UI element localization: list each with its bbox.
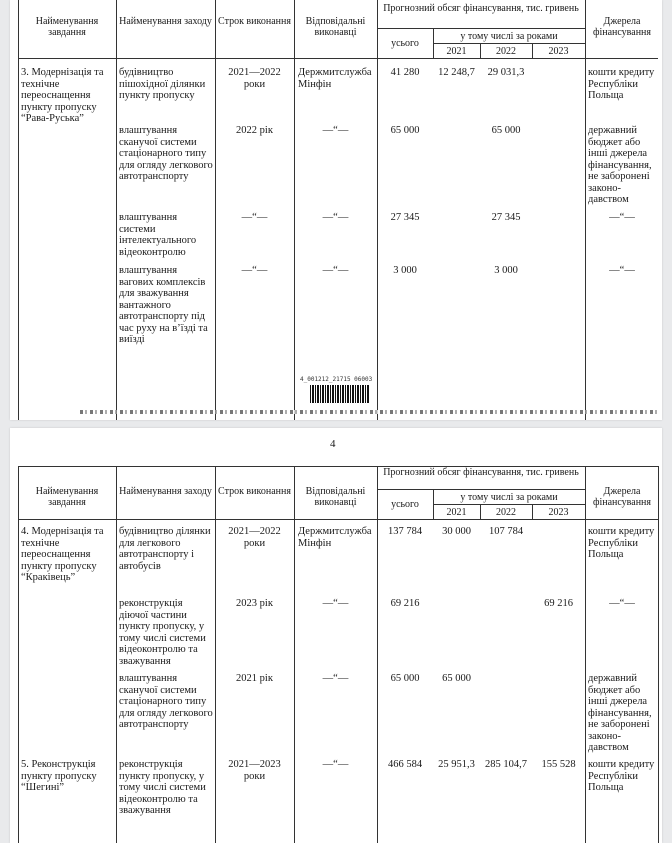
header-responsible: Відповідальні виконавці [305,16,366,38]
header-incl-years: у тому числі за роками [460,31,558,42]
header-forecast: Прогнозний обсяг фінансування, тис. гривень [383,3,579,14]
source-text: —“— [609,598,635,609]
header-total: усього [391,38,419,49]
term-text: 2021—2023 роки [228,759,281,782]
measure-text: влаштування сканучої системи стаціонарного типу для огляду легкового автотранспорту [119,125,213,182]
responsible-text: —“— [322,759,349,770]
responsible-text: Держмитслужба Мінфін [298,67,372,90]
year-2023-value: 155 528 [541,759,576,770]
measure-text: будівництво пішохідної ділянки пункту пропуску [119,67,206,101]
year-2022-value: 107 784 [488,526,524,537]
measure-text: будівництво ділянки для легкового автотранспорту і автобусів [119,526,211,572]
header-term: Строк виконання [218,486,291,497]
source-text: кошти кредиту Республіки Польща [588,67,655,101]
header-source: Джерела фінансування [592,486,652,508]
measure-text: реконструкція пункту пропуску, у тому числі системи відеоконтролю та зважування [119,759,206,816]
measure-text: влаштування вагових комплексів для зважування вантажного автотранспорту під час руху на в’їзді та виїзді [119,265,208,345]
header-incl-years: у тому числі за роками [460,492,558,503]
term-text: —“— [241,265,268,276]
header-task: Найменування завдання [35,486,99,508]
total-value: 65 000 [390,673,420,684]
header-year-2022: 2022 [496,507,516,518]
year-2022-value: 285 104,7 [485,759,527,770]
header-year-2022: 2022 [496,46,516,57]
term-text: 2021—2022 роки [228,526,281,549]
source-text: державний бюджет або інші джерела фінансування, не заборонені законо-давством [588,125,652,205]
year-2023-value: 69 216 [544,598,573,609]
year-2022-value: 3 000 [494,265,518,276]
responsible-text: —“— [322,673,349,684]
header-term: Строк виконання [218,16,291,27]
source-text: кошти кредиту Республіки Польща [588,526,655,560]
measure-text: влаштування сканучої системи стаціонарного типу для огляду легкового автотранспорту [119,673,213,730]
year-2021-value: 30 000 [442,526,471,537]
term-text: —“— [241,212,268,223]
measure-text: реконструкція діючої частини пункту пропуску, у тому числі системи відеоконтролю та зважування [119,598,206,667]
header-measure: Найменування заходу [119,486,212,497]
responsible-text: Держмитслужба Мінфін [298,526,372,549]
responsible-text: —“— [322,598,349,609]
document-page-2 [10,428,662,843]
total-value: 466 584 [387,759,423,770]
page-number: 4 [330,438,336,450]
responsible-text: —“— [322,125,349,136]
responsible-text: —“— [322,265,349,276]
document-page-1 [10,0,662,420]
header-forecast: Прогнозний обсяг фінансування, тис. гривень [383,467,579,478]
source-text: —“— [609,212,635,223]
task-title: 3. Модернізація та технічне переоснащення пункту пропуску “Рава-Руська” [21,67,104,124]
term-text: 2021—2022 роки [228,67,281,90]
total-value: 69 216 [390,598,420,609]
year-2021-value: 25 951,3 [438,759,475,770]
header-year-2023: 2023 [548,46,569,57]
year-2022-value: 65 000 [491,125,521,136]
year-2021-value: 12 248,7 [438,67,475,78]
total-value: 65 000 [390,125,420,136]
header-source: Джерела фінансування [592,16,652,38]
responsible-text: —“— [322,212,349,223]
term-text: 2022 рік [236,125,273,136]
task-title: 5. Реконструкція пункту пропуску “Шегині” [21,759,97,793]
year-2022-value: 29 031,3 [487,67,525,78]
header-year-2021: 2021 [446,46,467,57]
total-value: 27 345 [390,212,420,223]
measure-text: влаштування системи інтелектуального відеоконтролю [119,212,197,258]
total-value: 41 280 [390,67,420,78]
barcode [310,385,370,403]
term-text: 2023 рік [236,598,273,609]
source-text: кошти кредиту Республіки Польща [588,759,655,793]
term-text: 2021 рік [236,673,273,684]
year-2021-value: 65 000 [442,673,471,684]
task-title: 4. Модернізація та технічне переоснащення пункту пропуску “Краківець” [21,526,104,583]
source-text: державний бюджет або інші джерела фінансування, не заборонені законо-давством [588,673,652,753]
total-value: 137 784 [387,526,423,537]
header-year-2021: 2021 [446,507,467,518]
year-2022-value: 27 345 [491,212,521,223]
header-responsible: Відповідальні виконавці [305,486,366,508]
scan-artifact-strip [80,410,660,414]
header-task: Найменування завдання [35,16,99,38]
barcode-number: 4_001212_21715 06003 [300,376,373,383]
header-year-2023: 2023 [548,507,569,518]
header-total: усього [391,499,419,510]
source-text: —“— [609,265,635,276]
header-measure: Найменування заходу [119,16,212,27]
total-value: 3 000 [393,265,417,276]
